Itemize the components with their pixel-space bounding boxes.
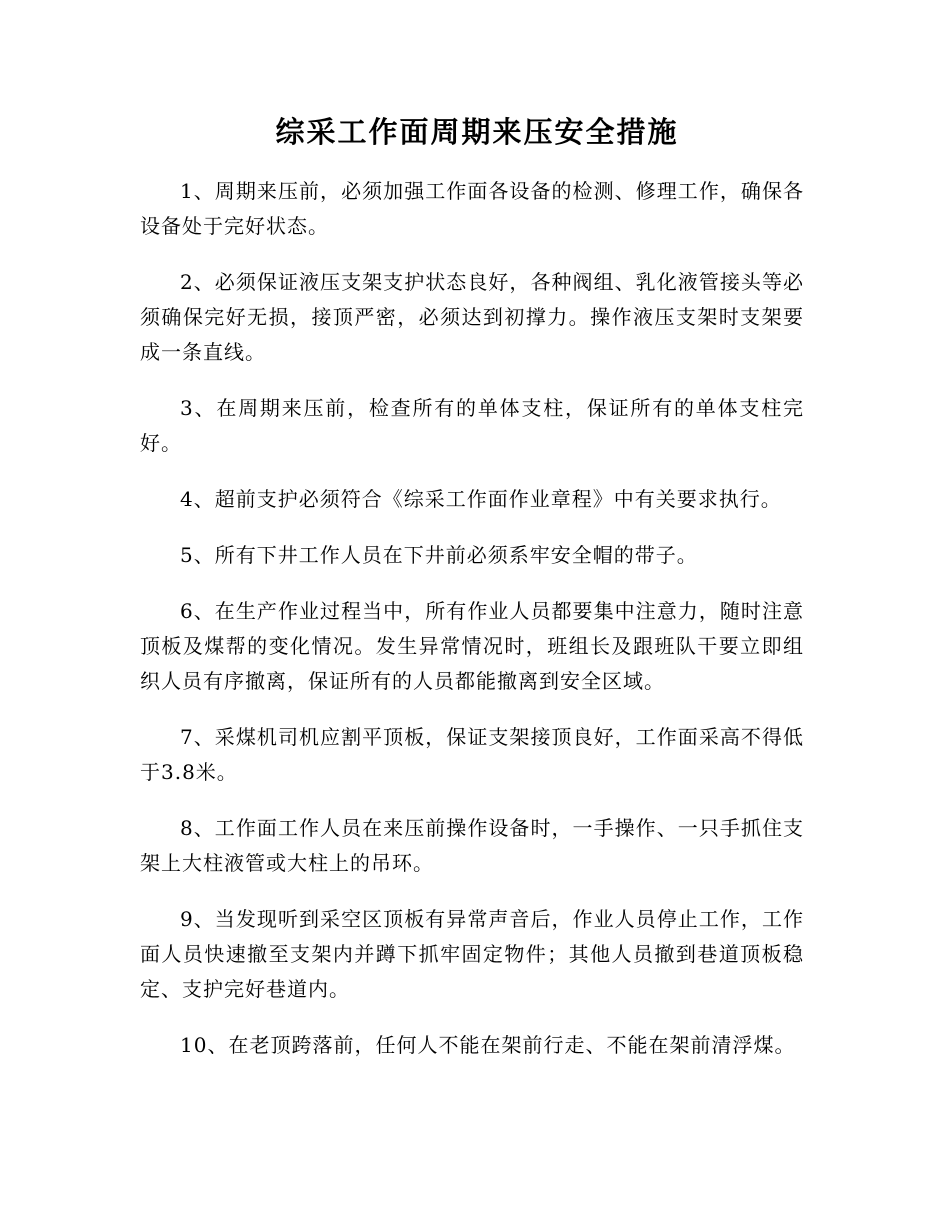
paragraph-10: 10、在老顶跨落前，任何人不能在架前行走、不能在架前清浮煤。 bbox=[180, 1033, 796, 1057]
paragraph-4: 4、超前支护必须符合《综采工作面作业章程》中有关要求执行。 bbox=[180, 487, 782, 511]
paragraph-3: 3、在周期来压前，检查所有的单体支柱，保证所有的单体支柱完好。 bbox=[140, 396, 804, 455]
paragraph-5: 5、所有下井工作人员在下井前必须系牢安全帽的带子。 bbox=[180, 543, 698, 567]
paragraph-7: 7、采煤机司机应割平顶板，保证支架接顶良好，工作面采高不得低于3.8米。 bbox=[140, 725, 804, 784]
paragraph-1: 1、周期来压前，必须加强工作面各设备的检测、修理工作，确保各设备处于完好状态。 bbox=[140, 179, 804, 238]
paragraph-2: 2、必须保证液压支架支护状态良好，各种阀组、乳化液管接头等必须确保完好无损，接顶严密，必须达到初撑力。操作液压支架时支架要成一条直线。 bbox=[140, 270, 804, 364]
paragraph-9: 9、当发现听到采空区顶板有异常声音后，作业人员停止工作，工作面人员快速撤至支架内并蹲下抓牢固定物件；其他人员撤到巷道顶板稳定、支护完好巷道内。 bbox=[140, 907, 804, 1001]
paragraph-6: 6、在生产作业过程当中，所有作业人员都要集中注意力，随时注意顶板及煤帮的变化情况。发生异常情况时，班组长及跟班队干要立即组织人员有序撤离，保证所有的人员都能撤离到安全区域。 bbox=[140, 599, 804, 693]
paragraph-8: 8、工作面工作人员在来压前操作设备时，一手操作、一只手抓住支架上大柱液管或大柱上的吊环。 bbox=[140, 816, 804, 875]
document-title: 综采工作面周期来压安全措施 bbox=[275, 115, 679, 149]
